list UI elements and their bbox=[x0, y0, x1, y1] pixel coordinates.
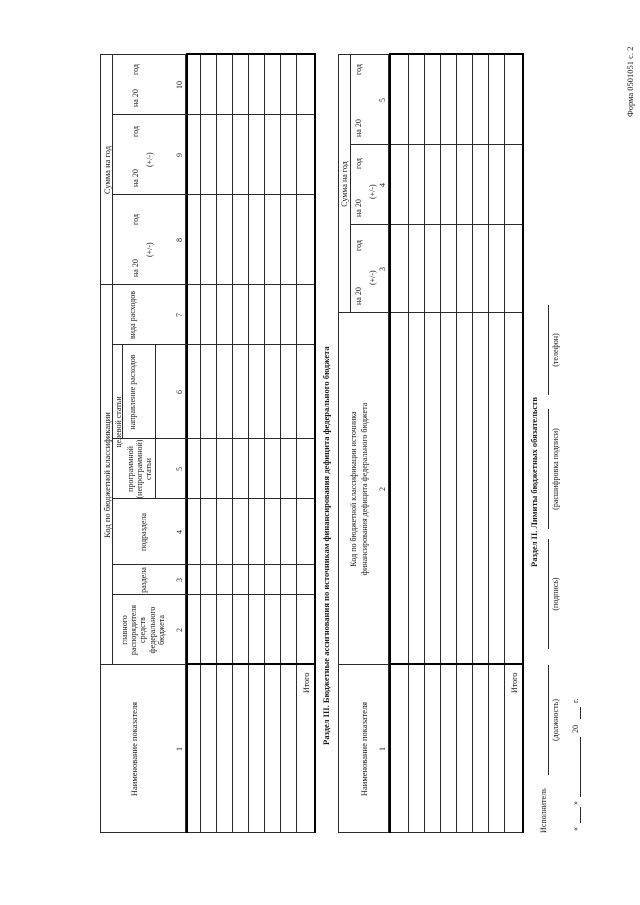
s2-colnum-5: 5 bbox=[175, 467, 184, 471]
s2-year-8: на 20 bbox=[131, 259, 140, 277]
s2-col-podrazdel: подраздела bbox=[139, 513, 148, 551]
position-caption: (должность) bbox=[551, 699, 560, 741]
s2-colnum-3: 3 bbox=[175, 578, 184, 582]
s2-colnum-10: 10 bbox=[175, 81, 184, 89]
s2-year-9-suffix: год bbox=[131, 126, 140, 137]
executor-label: Исполнитель bbox=[539, 788, 548, 833]
s3-col-name: Наименование показателя bbox=[359, 701, 369, 797]
s3-year-3: на 20 bbox=[354, 287, 363, 305]
s3-colnum-4: 4 bbox=[378, 183, 387, 187]
s3-pm-4: (+/-) bbox=[368, 184, 377, 199]
s2-col-napr: направление расходов bbox=[128, 354, 137, 430]
s2-col-program: программной (непрограммной) статьи bbox=[126, 439, 154, 499]
date-year: 20 bbox=[571, 725, 580, 733]
s2-celevoy-group: целевой статьи bbox=[114, 396, 123, 448]
date-suffix: г. bbox=[571, 698, 580, 703]
section3-title: Раздел III. Бюджетные ассигнования по источникам финансирования дефицита федерального бюджета bbox=[321, 346, 331, 745]
s3-pm-3: (+/-) bbox=[368, 270, 377, 285]
s3-year-4-suffix: год bbox=[354, 158, 363, 169]
s2-pm-9: (+/-) bbox=[145, 152, 154, 167]
s3-colnum-2: 2 bbox=[378, 487, 387, 491]
s3-year-3-suffix: год bbox=[354, 240, 363, 251]
phone-caption: (телефон) bbox=[551, 333, 560, 367]
s2-colnum-1: 1 bbox=[175, 747, 184, 751]
s2-sum-group: Сумма на год bbox=[102, 145, 112, 195]
s3-total: Итого bbox=[510, 672, 519, 693]
s2-year-10-suffix: год bbox=[131, 64, 140, 75]
s2-pm-8: (+/-) bbox=[145, 242, 154, 257]
s3-colnum-5: 5 bbox=[378, 98, 387, 102]
s2-colnum-6: 6 bbox=[175, 390, 184, 394]
date-quote-open: « bbox=[571, 827, 580, 831]
s2-year-9: на 20 bbox=[131, 169, 140, 187]
s2-year-8-suffix: год bbox=[131, 214, 140, 225]
s3-col-kod-1: Код по бюджетной классификации источника bbox=[349, 411, 358, 567]
s3-year-4: на 20 bbox=[354, 199, 363, 217]
s2-colnum-9: 9 bbox=[175, 153, 184, 157]
decoding-caption: (расшифровка подписи) bbox=[551, 428, 560, 510]
section2-title: Раздел II. Лимиты бюджетных обязательств bbox=[529, 397, 539, 567]
date-quote-close: » bbox=[571, 801, 580, 805]
s2-colnum-8: 8 bbox=[175, 238, 184, 242]
s2-colnum-7: 7 bbox=[175, 313, 184, 317]
s2-year-10: на 20 bbox=[131, 89, 140, 107]
s2-col-vid: вида расходов bbox=[128, 291, 137, 339]
s2-col-razdel: раздела bbox=[139, 567, 148, 593]
s3-year-5-suffix: год bbox=[354, 64, 363, 75]
s2-col-name: Наименование показателя bbox=[129, 701, 139, 797]
signature-caption: (подпись) bbox=[551, 577, 560, 611]
form-label: Форма 0501051 с. 2 bbox=[625, 46, 635, 117]
s3-colnum-1: 1 bbox=[378, 747, 387, 751]
s3-colnum-3: 3 bbox=[378, 267, 387, 271]
s3-col-kod-2: финансирования дефицита федерального бюджета bbox=[360, 402, 369, 576]
s2-col-grbs: главного распорядителя средств федерального бюджета bbox=[120, 604, 166, 656]
s2-total: Итого bbox=[302, 672, 311, 693]
s2-kod-group: Код по бюджетной классификации bbox=[102, 412, 112, 538]
s3-year-5: на 20 bbox=[354, 119, 363, 137]
s3-sum-group: Сумма на год bbox=[340, 161, 349, 207]
s2-colnum-2: 2 bbox=[175, 628, 184, 632]
s2-colnum-4: 4 bbox=[175, 530, 184, 534]
